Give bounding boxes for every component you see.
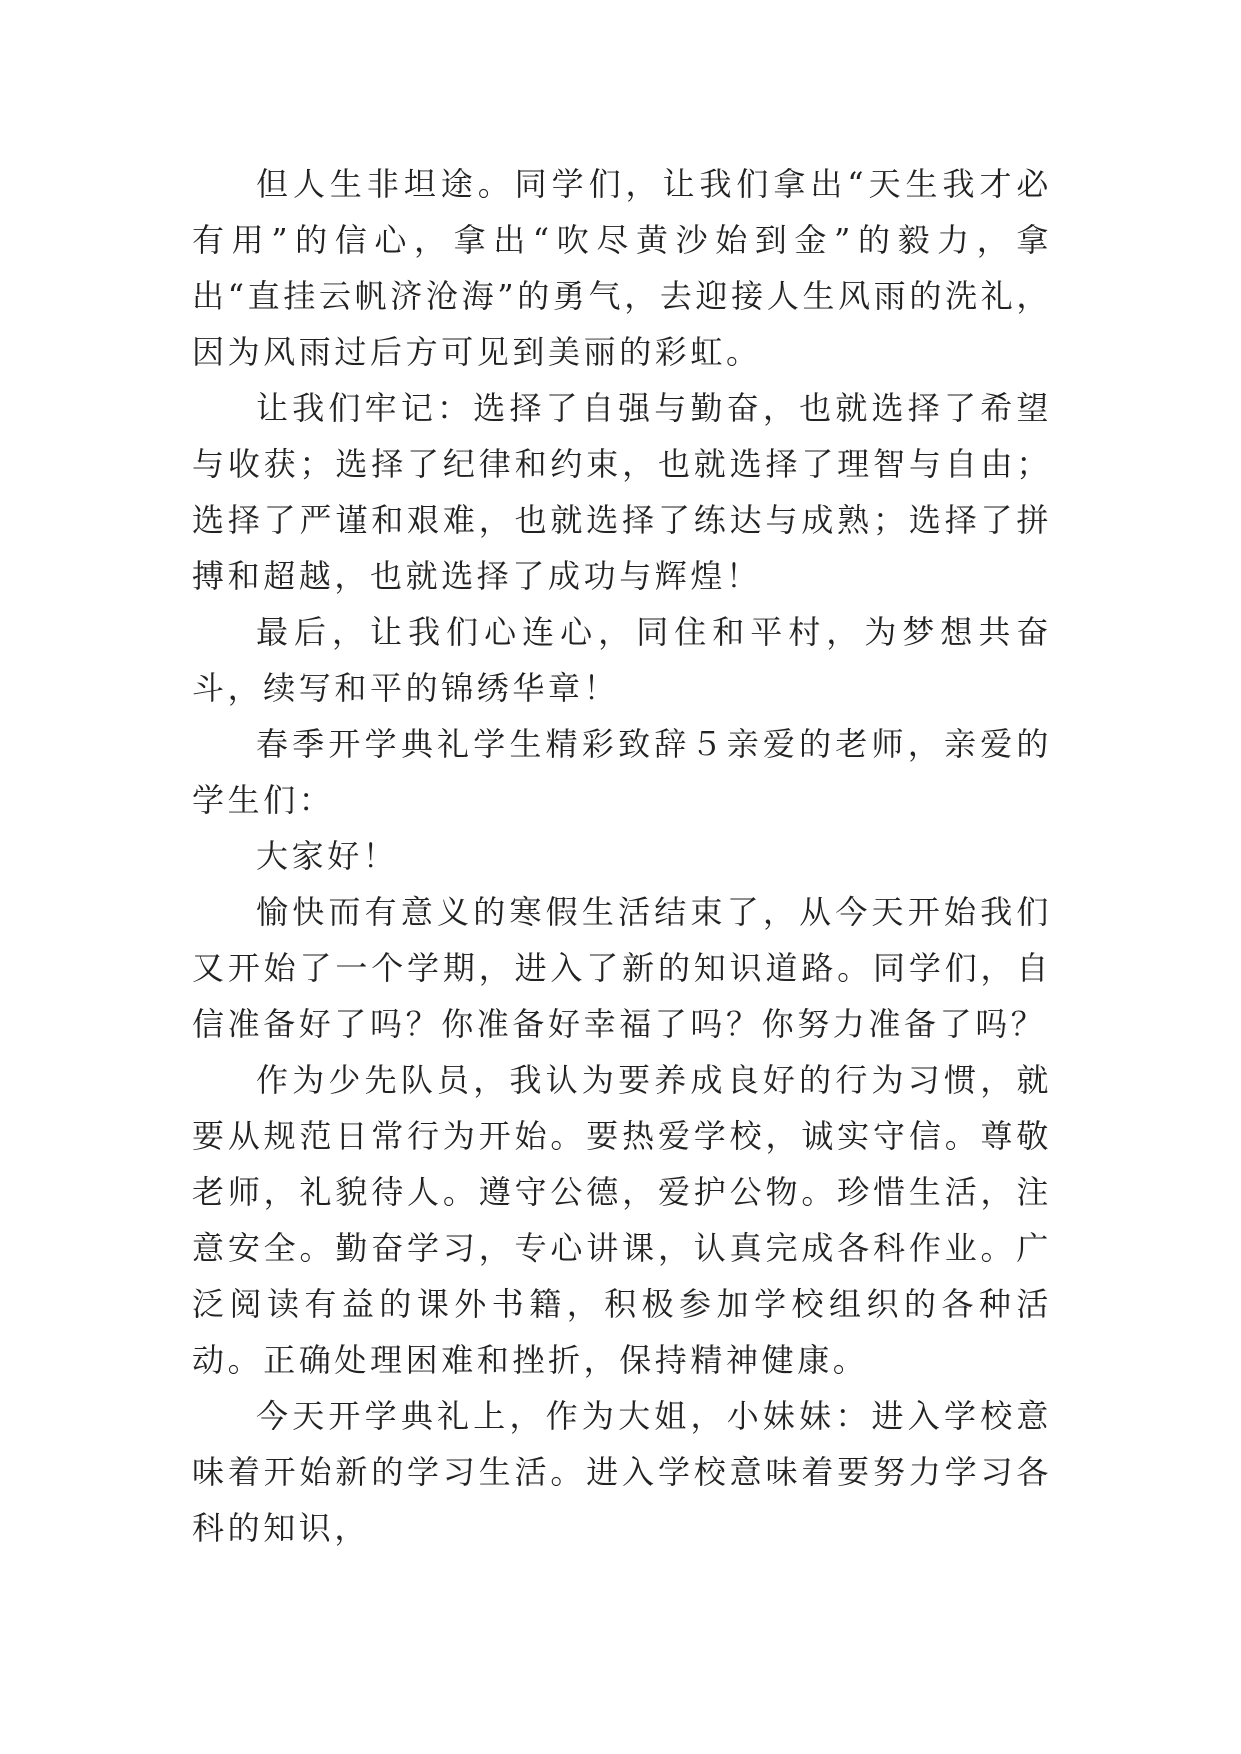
- paragraph-young-pioneer: 作为少先队员，我认为要养成良好的行为习惯，就要从规范日常行为开始。要热爱学校，诚实守信。尊敬老师，礼貌待人。遵守公德，爱护公物。珍惜生活，注意安全。勤奋学习，专心讲课，认真完成各科作业。广泛阅读有益的课外书籍，积极参加学校组织的各种活动。正确处理困难和挫折，保持精神健康。: [192, 1061, 1052, 1379]
- document-body: [192, 156, 1052, 1556]
- paragraph-perseverance: 但人生非坦途。同学们，让我们拿出“天生我才必有用”的信心，拿出“吹尽黄沙始到金”的毅力，拿出“直挂云帆济沧海”的勇气，去迎接人生风雨的洗礼，因为风雨过后方可见到美丽的彩虹。: [192, 165, 1052, 371]
- paragraph-closing: 最后，让我们心连心，同住和平村，为梦想共奋斗，续写和平的锦绣华章！: [192, 613, 1052, 707]
- paragraph-greeting: 大家好！: [256, 837, 399, 875]
- paragraph-choices: 让我们牢记：选择了自强与勤奋，也就选择了希望与收获；选择了纪律和约束，也就选择了理智与自由；选择了严谨和艰难，也就选择了练达与成熟；选择了拼搏和超越，也就选择了成功与辉煌！: [192, 389, 1052, 595]
- paragraph-winter-break: 愉快而有意义的寒假生活结束了，从今天开始我们又开始了一个学期，进入了新的知识道路。同学们，自信准备好了吗？你准备好幸福了吗？你努力准备了吗？: [192, 893, 1052, 1043]
- paragraph-speech-title: 春季开学典礼学生精彩致辞５亲爱的老师，亲爱的学生们：: [192, 725, 1052, 819]
- paragraph-opening-ceremony: 今天开学典礼上，作为大姐，小妹妹：进入学校意味着开始新的学习生活。进入学校意味着要努力学习各科的知识，: [192, 1397, 1052, 1547]
